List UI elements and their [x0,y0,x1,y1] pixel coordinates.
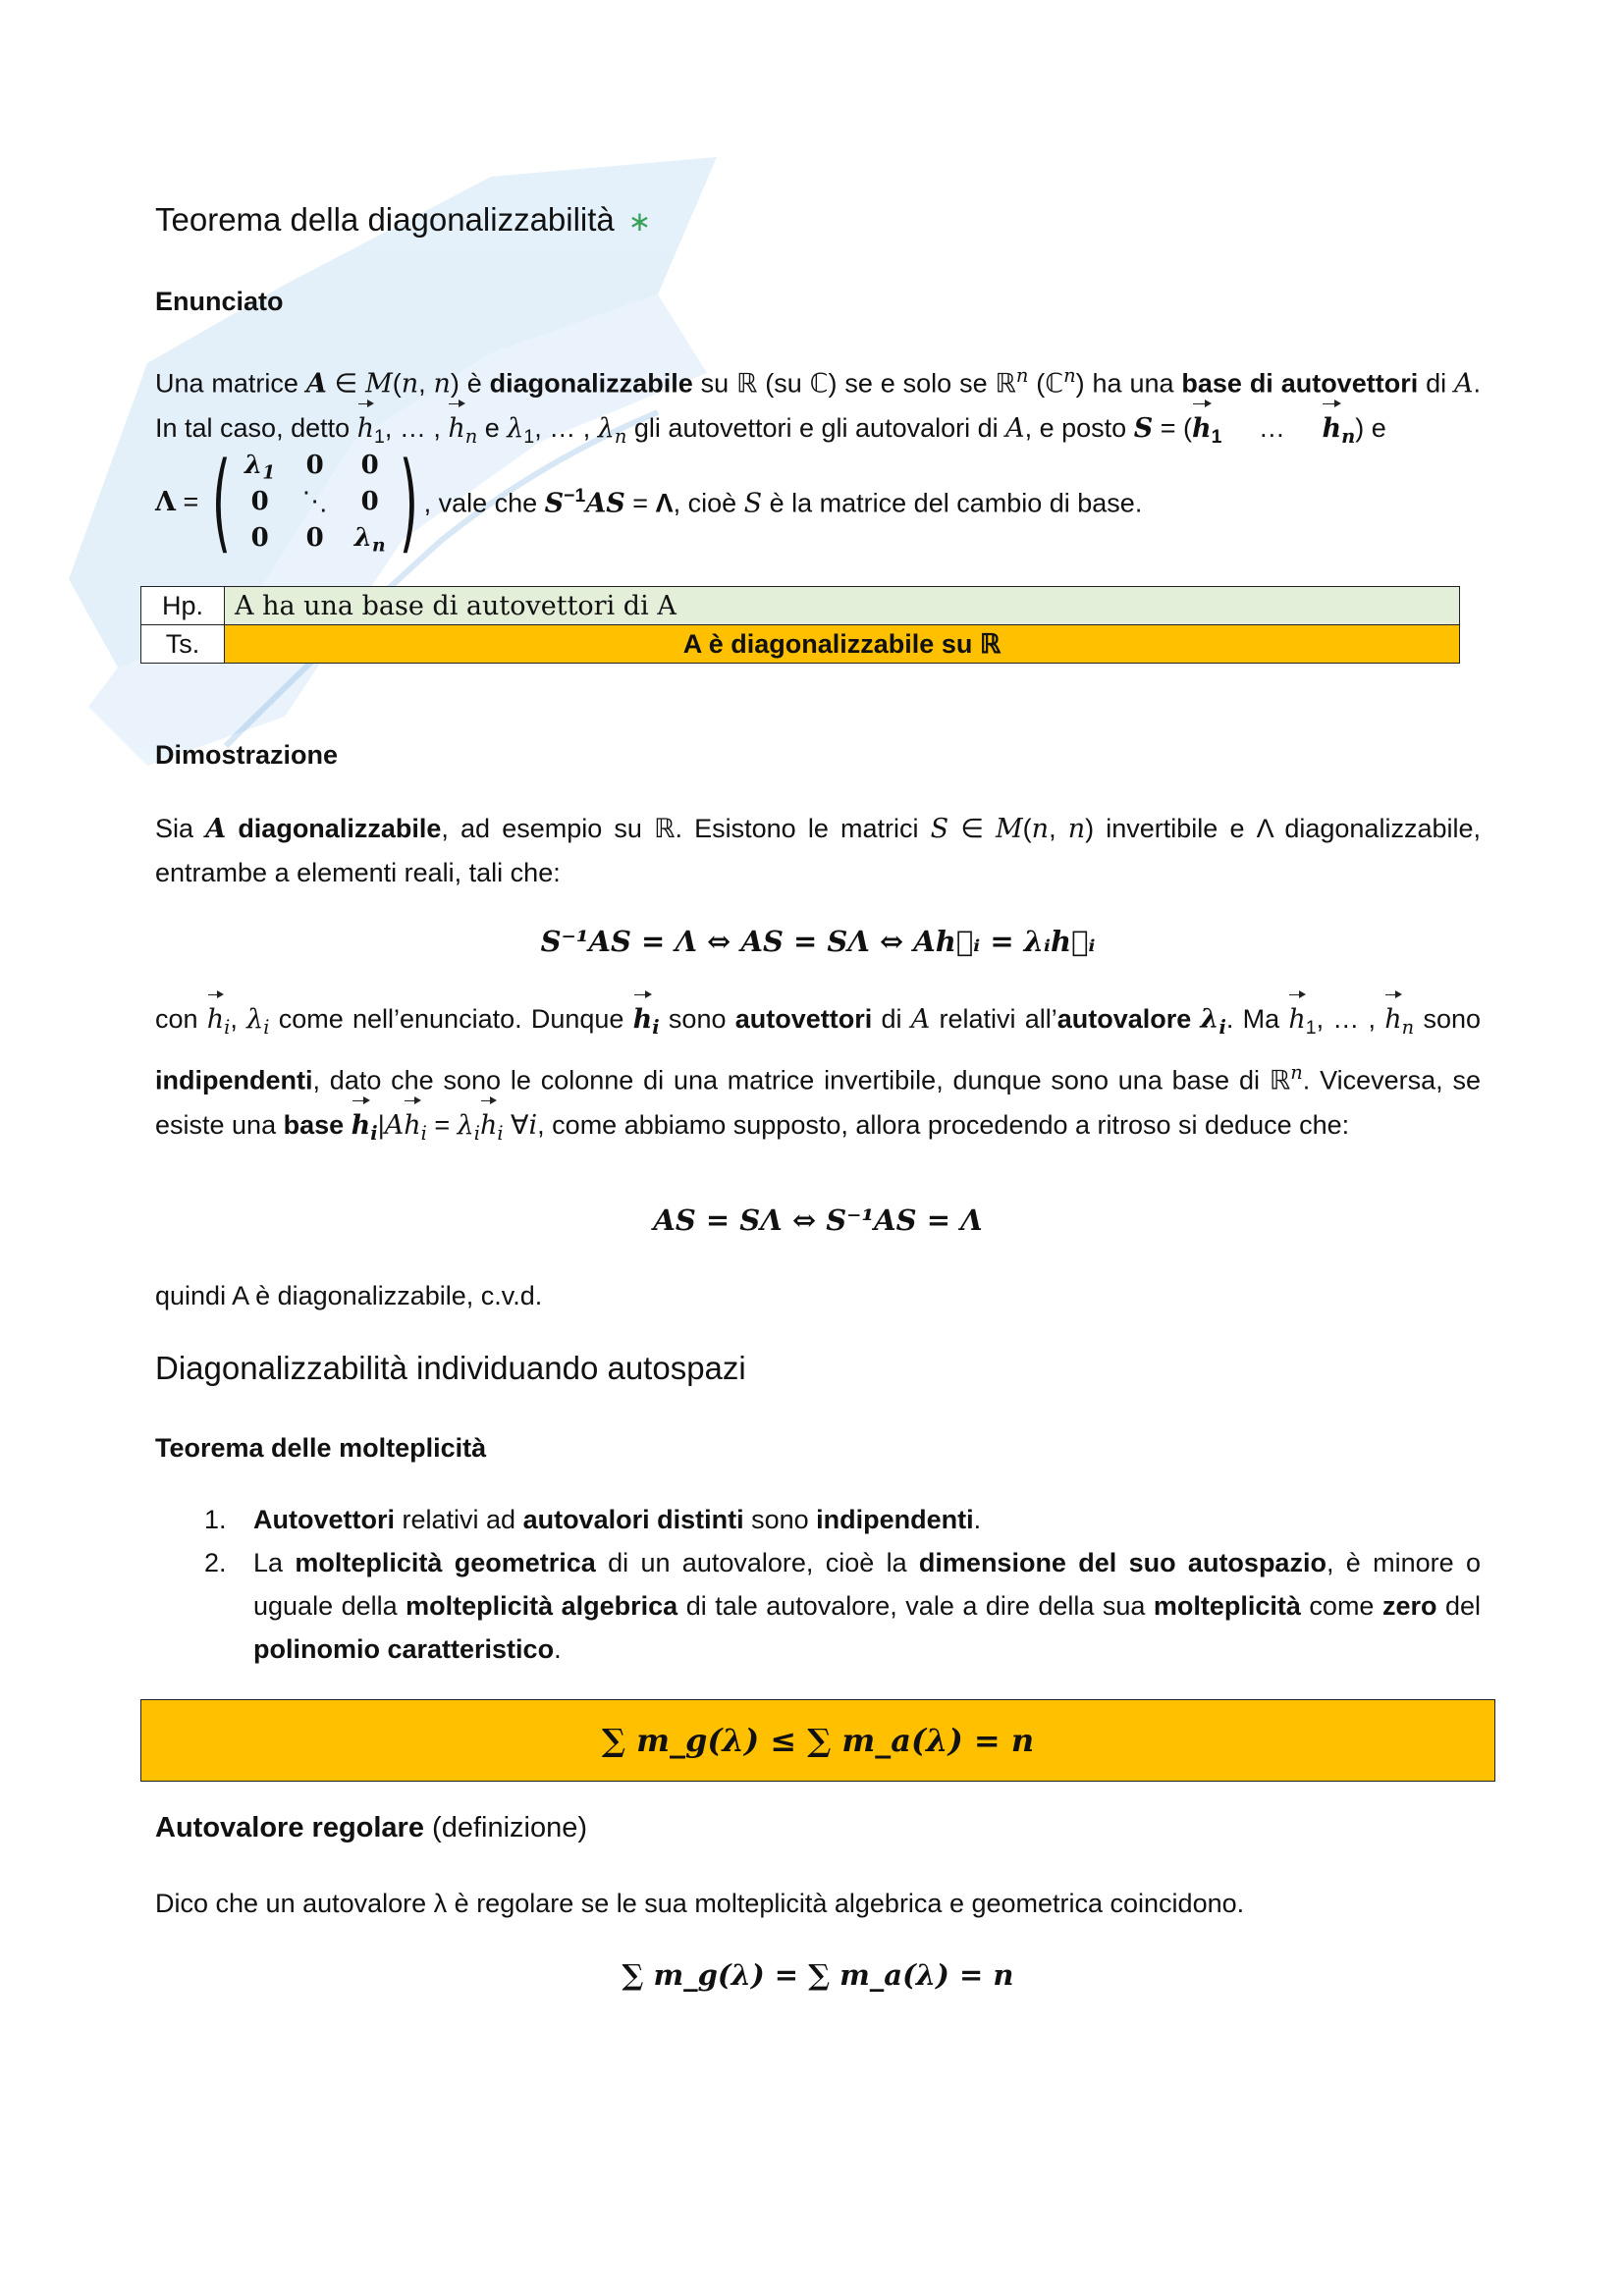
list-number: 1. [204,1505,227,1534]
thesis-row [141,625,1460,664]
conclusion-text: quindi A è diagonalizzabile, c.v.d. [155,1281,543,1310]
lambda-matrix-line: Λ = ( $\lambda_1$ 0 0 0 ⋱ 0 0 0 $\lambda_n$ ) , vale che $S^{-1}AS = \Lambda$, cioè S è la matrice del cambio di base. [155,439,1143,564]
molteplicita-list [155,1498,1481,1671]
regolare-text: Dico che un autovalore λ è regolare se le sua molteplicità algebrica e geometrica coincidono. [155,1889,1245,1918]
box-equation-text: ∑ m_g(λ) ≤ ∑ m_a(λ) = n [601,1722,1035,1759]
equation-3: ∑ m_g(λ) = ∑ m_a(λ) = n [622,1958,1014,1992]
enunciato-paragraph: Una matrice A ∈ M(n, n) è diagonalizzabile su ℝ (su ℂ) se e solo se ℝ$^n$ (ℂ$^n$) ha una base di autovettori di A. In tal caso, detto $h_1$, … , $h_n$ e $\lambda_1$, … , $\lambda_n$ gli autovettori e gli autovalori di A, e posto $S = (h_1$ … $h_n$) e [155,353,1481,459]
regolare-heading-suffix: (definizione) [432,1812,588,1843]
list-item: 1. Autovettori relativi ad autovalori distinti sono indipendenti. [155,1498,1481,1541]
list-item: 2. La molteplicità geometrica di un autovalore, cioè la dimensione del suo autospazio, è minore o uguale della molteplicità algebrica di tale autovalore, vale a dire della sua molteplicità come zero del polinomio caratteristico. [155,1541,1481,1671]
hypothesis-row [141,587,1460,625]
dimostrazione-paragraph-2: con $h_i$, $\lambda_i$ come nell’enunciato. Dunque $h_i$ sono autovettori di A relativi all’autovalore $\lambda_i$. Ma $h_1$, … , $h_n$ sono indipendenti, dato che sono le colonne di una matrice invertibile, dunque sono una base di ℝ$^n$. Viceversa, se esiste una base $h_i|Ah_i = \lambda_ih_i$ ∀i, come abbiamo supposto, allora procedendo a ritroso si deduce che: [155,997,1481,1154]
asterisk-icon: ∗ [627,205,652,238]
dimostrazione-heading: Dimostrazione [155,740,339,770]
equation-2: AS = SΛ ⇔ S⁻¹AS = Λ [653,1203,983,1237]
list-number: 2. [204,1548,227,1577]
section-title-autospazi: Diagonalizzabilità individuando autospazi [155,1350,746,1386]
enunciato-heading: Enunciato [155,287,284,316]
hypothesis-thesis-table [140,586,1460,664]
section-title-diagonalizzabilita: Teorema della diagonalizzabilità ∗ [155,201,652,238]
ts-label: Ts. [141,625,225,664]
equation-1: S⁻¹AS = Λ ⇔ AS = SΛ ⇔ Ah⃗ᵢ = λᵢh⃗ᵢ [540,925,1096,958]
regolare-heading: Autovalore regolare [155,1812,424,1843]
diagonal-matrix: ( $\lambda_1$ 0 0 0 ⋱ 0 0 0 $\lambda_n$ ) [211,439,418,564]
molteplicita-boxed-equation [140,1699,1495,1782]
dimostrazione-paragraph-1: Sia A diagonalizzabile, ad esempio su ℝ. Esistono le matrici S ∈ M(n, n) invertibile e Λ diagonalizzabile, entrambe a elementi reali, tali che: [155,814,1481,887]
hp-text: A ha una base di autovettori di A [225,587,1460,625]
hp-label: Hp. [141,587,225,625]
ts-text: A è diagonalizzabile su ℝ [225,625,1460,664]
regolare-heading-line [155,1812,587,1844]
molteplicita-heading: Teorema delle molteplicità [155,1433,487,1463]
